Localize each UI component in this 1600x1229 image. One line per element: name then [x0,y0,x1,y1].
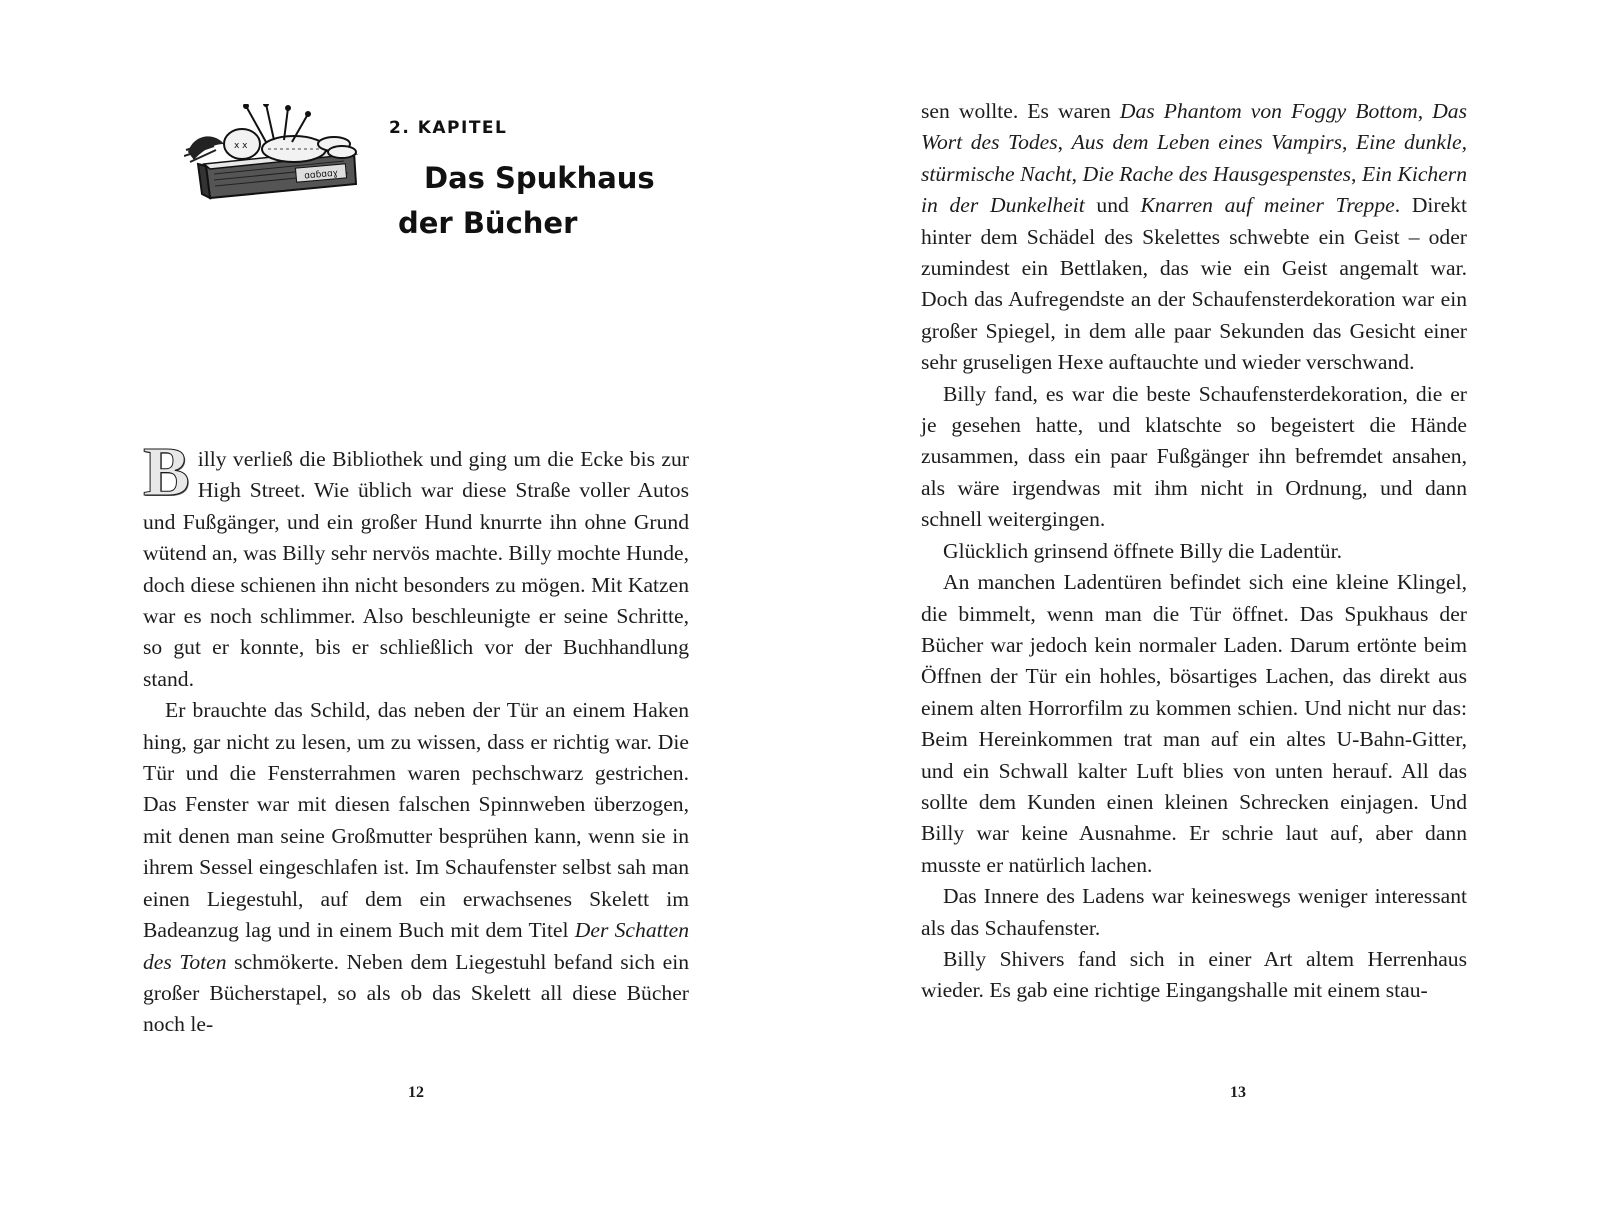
page-number: 13 [1230,1084,1246,1101]
paragraph-text: . Direkt hinter dem Schädel des Skelettes schwebte ein Geist – oder zumindest ein Bettlaken, das wie ein Geist angemalt war. Doch das Aufregendste an der Schaufensterdekoration war ein großer Spiegel, in dem alle paar Sekunden das Gesicht einer sehr gruseligen Hexe auftauchte und wieder verschwand. [921,193,1467,375]
chapter-title [398,156,655,246]
paragraph-text: schmökerte. Neben dem Liegestuhl befand sich ein großer Bücherstapel, so als ob das Skelett all diese Bücher noch le- [143,949,690,1037]
chapter-title-line-1: Das Spukhaus [424,161,655,195]
body-text [921,96,1467,1007]
separator: und [1084,193,1141,218]
chapter-label: 2. KAPITEL [389,118,508,138]
paragraph-text: sen wollte. Es waren [921,99,1120,123]
drop-cap: B [143,434,190,511]
paragraph: An manchen Ladentüren befindet sich eine kleine Klingel, die bimmelt, wenn man die Tür öffnet. Das Spukhaus der Bücher war jedoch kein normaler Laden. Darum ertönte beim Öffnen der Tür ein hohles, bösartiges Lachen, das direkt aus einem alten Horrorfilm zu kommen schien. Und nicht nur das: Beim Hereinkommen trat man auf ein altes U-Bahn-Gitter, und ein Schwall kalter Luft blies von unten herauf. All das sollte dem Kunden einen kleinen Schrecken einjagen. Und Billy war keine Ausnahme. Er schrie laut auf, aber dann musste er natürlich lachen. [921,570,1467,877]
paragraph [143,434,689,695]
paragraph: Billy Shivers fand sich in einer Art altem Herrenhaus wieder. Es gab eine richtige Eingangshalle mit einem stau- [921,946,1467,1003]
right-page [800,0,1600,1229]
paragraph: Glücklich grinsend öffnete Billy die Ladentür. [943,538,1342,563]
voodoo-doll-on-book-illustration [184,104,394,204]
paragraph [143,695,689,1040]
book-title-italic: Das Wort des Todes [921,99,1467,155]
book-title-italic: Der Schatten des Toten [143,918,689,974]
body-text [143,434,690,1041]
paragraph: Billy fand, es war die beste Schaufensterdekoration, die er je gesehen hatte, und klatschte so begeistert die Hände zusammen, dass ein paar Fußgänger ihn befremdet ansahen, als wäre irgendwas mit ihm nicht in Ordnung, und dann schnell weitergingen. [921,381,1467,532]
book-title-italic: Die Rache des Hausgespenstes [1082,161,1352,186]
page-number: 12 [408,1084,424,1101]
separator: , [1057,130,1072,155]
paragraph: Das Innere des Ladens war keineswegs weniger interessant als das Schaufenster. [921,884,1467,940]
paragraph-text: Er brauchte das Schild, das neben der Tür an einem Haken hing, gar nicht zu lesen, um zu wissen, dass er richtig war. Die Tür und die Fensterrahmen waren pechschwarz gestrichen. Das Fenster war mit diesen falschen Spinnweben überzogen, mit denen man seine Großmutter besprühen kann, wenn sie in ihrem Sessel eingeschlafen ist. Im Schaufenster selbst sah man einen Liegestuhl, auf dem ein erwachsenes Skelett im Badeanzug lag und in einem Buch mit dem Titel [143,698,689,943]
book-title-italic: Knarren auf meiner Treppe [1140,193,1395,218]
book-title-italic: Aus dem Leben eines Vampirs [1071,130,1342,155]
separator: , [1342,130,1356,155]
separator: , [1351,161,1362,186]
book-title-italic: Ein Kichern in der Dunkelheit [921,161,1468,218]
book-title-italic: Eine dunkle, stürmische Nacht [921,130,1467,186]
book-title-italic: Das Phantom von Foggy Bottom [1119,99,1418,123]
paragraph-text: illy verließ die Bibliothek und ging um die Ecke bis zur High Street. Wie üblich war diese Straße voller Autos und Fußgänger, und ein großer Hund knurrte ihn ohne Grund wütend an, was Billy sehr nervös machte. Billy mochte Hunde, doch diese schienen ihn nicht besonders zu mögen. Mit Katzen war es noch schlimmer. Also beschleunigte er seine Schritte, so gut er konnte, bis er schließlich vor der Buchhandlung stand. [143,447,689,691]
chapter-title-line-2: der Bücher [398,206,578,240]
svg-text:x x: x x [234,141,248,151]
book-spine-label: ɑɑɓɑɑɣ [303,168,339,182]
separator: , [1071,161,1083,186]
paragraph [921,96,1467,379]
separator: , [1417,99,1433,123]
